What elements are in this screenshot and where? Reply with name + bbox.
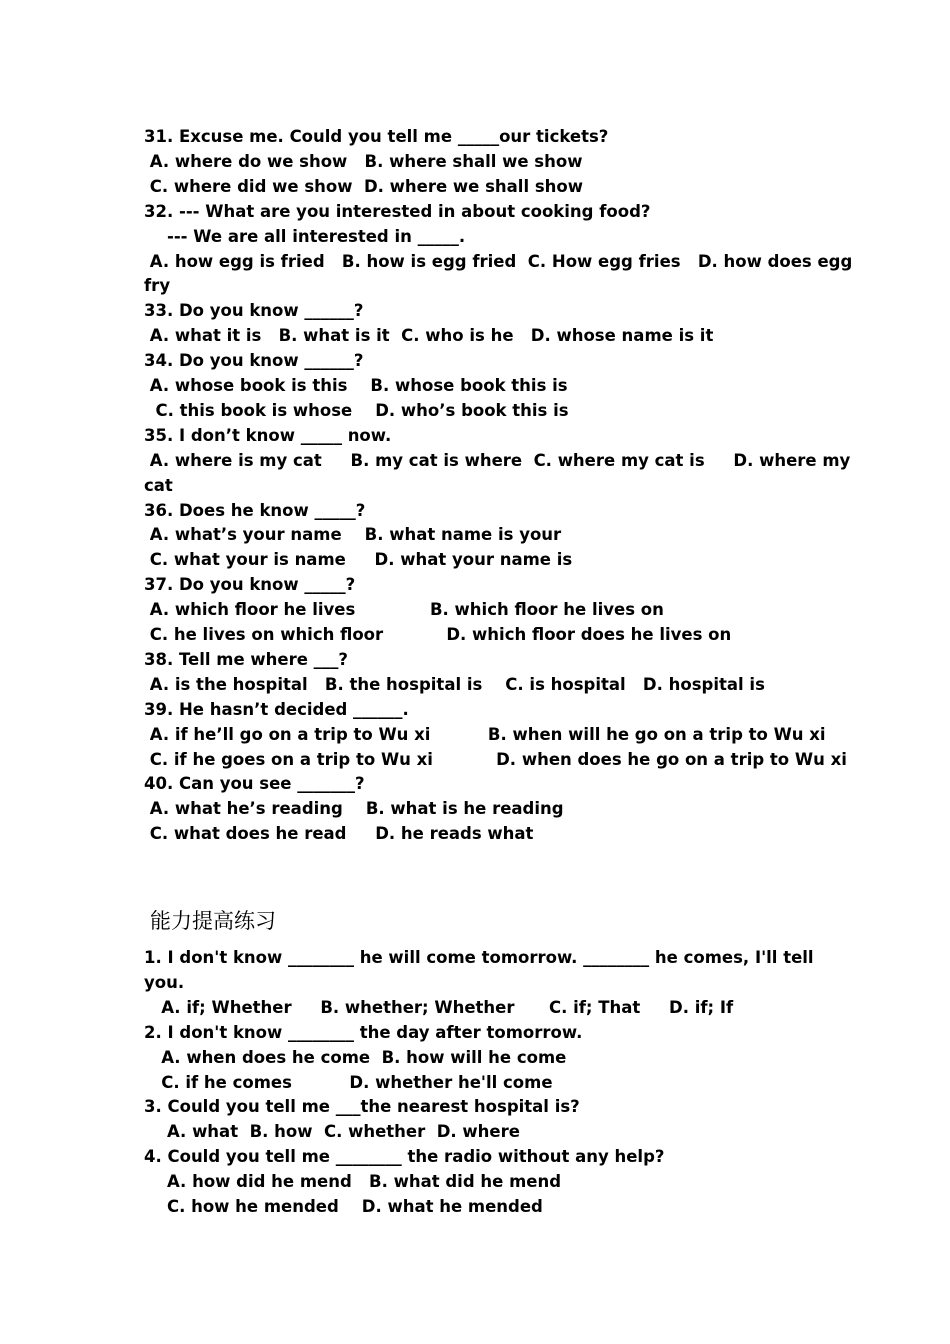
- section-heading: 能力提高练习: [150, 909, 276, 933]
- text-line: 34. Do you know ______?: [144, 351, 364, 371]
- text-line: A. which floor he lives B. which floor he lives on: [144, 600, 664, 620]
- text-line: C. if he comes D. whether he'll come: [144, 1072, 553, 1092]
- text-line: C. what your is name D. what your name is: [144, 550, 573, 570]
- text-line: A. what’s your name B. what name is your: [144, 525, 562, 545]
- text-line: C. where did we show D. where we shall show: [144, 176, 583, 196]
- text-line: fry: [144, 276, 171, 296]
- text-line: cat: [144, 475, 173, 495]
- text-line: A. how egg is fried B. how is egg fried C. How egg fries D. how does egg: [144, 251, 853, 271]
- text-line: 4. Could you tell me ________ the radio without any help?: [144, 1147, 665, 1167]
- text-line: C. this book is whose D. who’s book this is: [144, 400, 569, 420]
- text-line: C. what does he read D. he reads what: [144, 824, 534, 844]
- text-line: 3. Could you tell me ___the nearest hospital is?: [144, 1097, 580, 1117]
- text-line: A. where do we show B. where shall we show: [144, 151, 583, 171]
- text-line: C. if he goes on a trip to Wu xi D. when does he go on a trip to Wu xi: [144, 749, 847, 769]
- text-line: 35. I don’t know _____ now.: [144, 425, 392, 445]
- text-line: A. whose book is this B. whose book this is: [144, 376, 568, 395]
- text-line: 36. Does he know _____?: [144, 500, 366, 520]
- text-line: 2. I don't know ________ the day after tomorrow.: [144, 1022, 583, 1042]
- text-line: A. what B. how C. whether D. where: [144, 1122, 520, 1142]
- text-line: 32. --- What are you interested in about cooking food?: [144, 201, 651, 221]
- text-line: A. where is my cat B. my cat is where C. where my cat is D. where my: [144, 450, 851, 470]
- text-line: 31. Excuse me. Could you tell me _____our tickets?: [144, 127, 609, 146]
- text-line: A. if; Whether B. whether; Whether C. if; That D. if; If: [144, 997, 734, 1017]
- text-line: A. is the hospital B. the hospital is C. is hospital D. hospital is: [144, 674, 765, 694]
- text-line: C. he lives on which floor D. which floor does he lives on: [144, 625, 732, 644]
- text-line: A. how did he mend B. what did he mend: [144, 1172, 562, 1192]
- text-line: 1. I don't know ________ he will come tomorrow. ________ he comes, I'll tell: [144, 948, 814, 967]
- text-line: you.: [144, 972, 185, 992]
- text-line: 38. Tell me where ___?: [144, 649, 348, 669]
- text-line: A. if he’ll go on a trip to Wu xi B. when will he go on a trip to Wu xi: [144, 724, 826, 744]
- text-line: C. how he mended D. what he mended: [144, 1197, 543, 1216]
- text-line: 33. Do you know ______?: [144, 301, 364, 321]
- text-line: --- We are all interested in _____.: [144, 226, 466, 246]
- text-line: 37. Do you know _____?: [144, 575, 356, 595]
- text-line: A. when does he come B. how will he come: [144, 1047, 567, 1067]
- text-line: A. what he’s reading B. what is he reading: [144, 799, 564, 819]
- text-line: 40. Can you see _______?: [144, 774, 365, 794]
- text-line: A. what it is B. what is it C. who is he D. whose name is it: [144, 326, 714, 346]
- text-line: 39. He hasn’t decided ______.: [144, 699, 409, 719]
